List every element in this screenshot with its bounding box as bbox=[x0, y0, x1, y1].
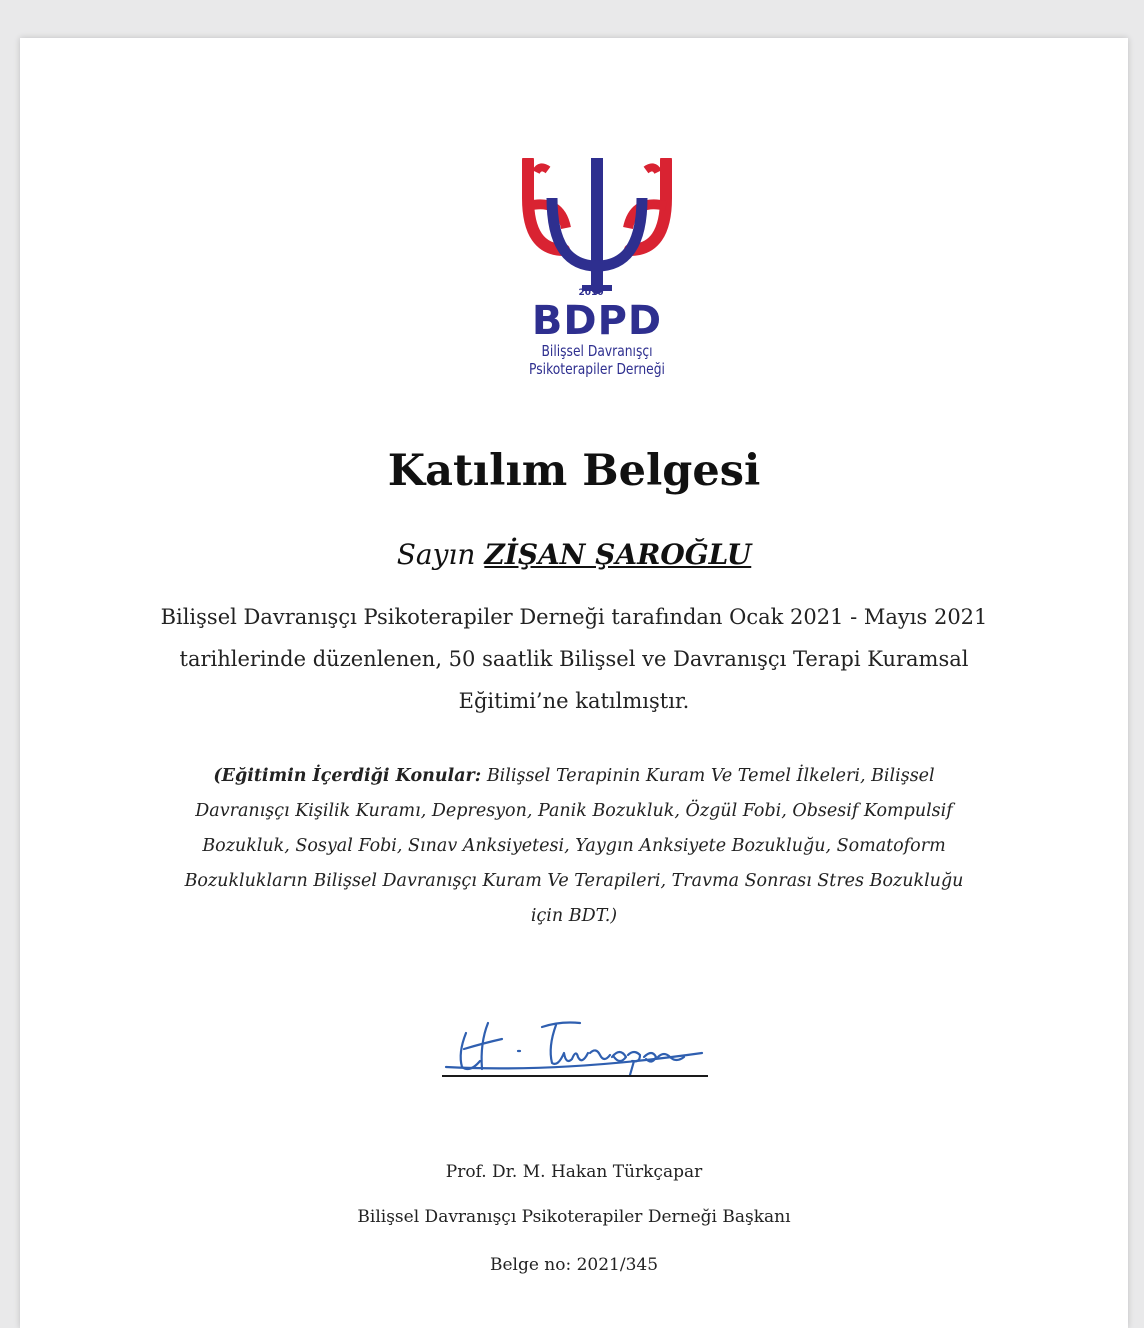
psi-logo-icon bbox=[502, 158, 692, 298]
logo-subtitle-line2: Psikoterapiler Derneği bbox=[529, 360, 665, 378]
document-number: Belge no: 2021/345 bbox=[489, 1255, 659, 1275]
certificate-page bbox=[20, 38, 1128, 1328]
handwritten-signature bbox=[440, 1013, 710, 1079]
certificate-body: Bilişsel Davranışçı Psikoterapiler Derneği tarafından Ocak 2021 - Mayıs 2021 tarihlerinde düzenlenen, 50 saatlik Bilişsel ve Davranışçı Terapi Kuramsal Eğitimi’ne katılmıştır. bbox=[160, 605, 988, 713]
signatory-name: Prof. Dr. M. Hakan Türkçapar bbox=[445, 1162, 703, 1182]
logo-abbreviation: BDPD bbox=[531, 298, 663, 344]
salutation: Sayın bbox=[396, 538, 476, 571]
logo-subtitle-line1: Bilişsel Davranışçı bbox=[541, 342, 653, 360]
logo-year: 2010 bbox=[578, 288, 604, 298]
association-logo bbox=[502, 158, 692, 418]
topics-list: Bilişsel Terapinin Kuram Ve Temel İlkeleri, Bilişsel Davranışçı Kişilik Kuramı, Depresyon, Panik Bozukluk, Özgül Fobi, Obsesif Kompulsif Bozukluk, Sosyal Fobi, Sınav Anksiyetesi, Yaygın Anksiyete Bozukluğu, Somatoform Bozuklukların Bilişsel Davranışçı Kuram Ve Terapileri, Travma Sonrası Stres Bozukluğu için BDT.) bbox=[184, 766, 964, 926]
signature-line bbox=[442, 1075, 708, 1077]
topics-label: (Eğitimin İçerdiği Konular: bbox=[213, 766, 482, 786]
salutation-line bbox=[20, 538, 1128, 571]
certificate-title: Katılım Belgesi bbox=[387, 446, 761, 496]
signatory-role: Bilişsel Davranışçı Psikoterapiler Derneği Başkanı bbox=[357, 1207, 791, 1227]
course-topics bbox=[170, 759, 978, 934]
recipient-name: ZİŞAN ŞAROĞLU bbox=[484, 538, 752, 571]
